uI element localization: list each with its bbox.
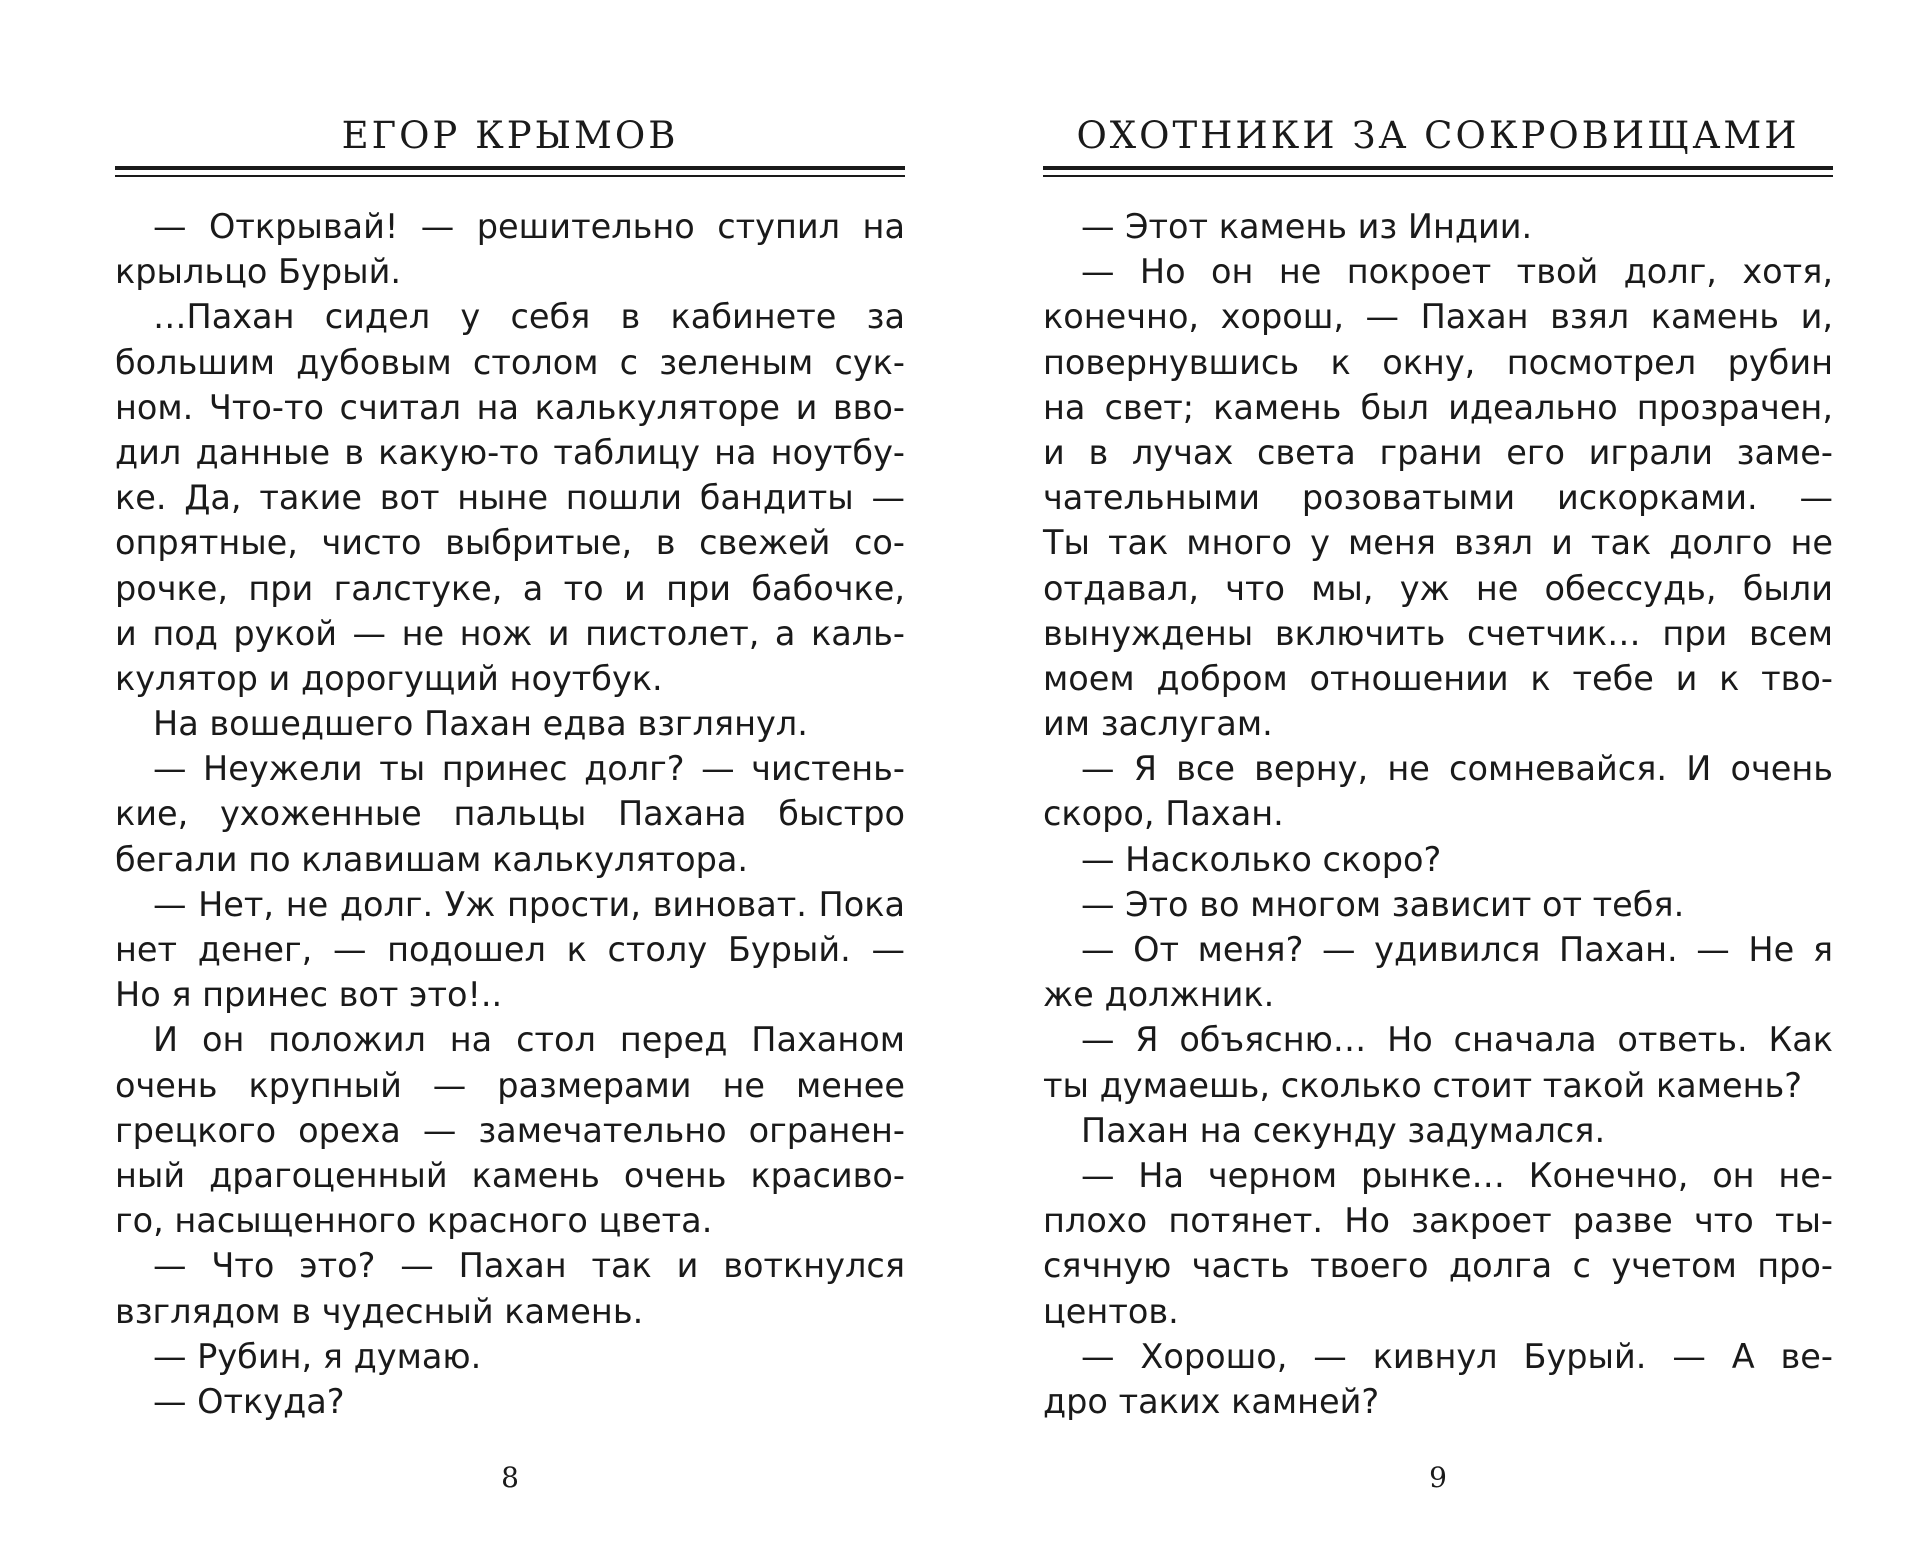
text-line: на свет; камень был идеально прозрачен, [1043, 387, 1833, 427]
text-line: центов. [1043, 1291, 1179, 1331]
header-rule-thick [115, 166, 905, 170]
text-line: рочке, при галстуке, а то и при бабочке, [115, 568, 905, 608]
header-rule-thin [115, 175, 905, 177]
text-line: очень крупный — размерами не менее [115, 1065, 905, 1105]
text-line: Ты так много у меня взял и так долго не [1043, 523, 1833, 563]
text-line: грецкого ореха — замечательно огранен- [115, 1110, 905, 1150]
text-line: бегали по клавишам калькулятора. [115, 839, 749, 879]
text-line: крыльцо Бурый. [115, 252, 401, 292]
text-line: — Я все верну, не сомневайся. И очень [1081, 749, 1833, 789]
text-line: кулятор и дорогущий ноутбук. [115, 658, 663, 698]
body-text [115, 204, 905, 1424]
text-line: кие, ухоженные пальцы Пахана быстро [115, 794, 905, 834]
left-page [115, 0, 905, 1564]
text-line: — Нет, не долг. Уж прости, виноват. Пока [153, 884, 905, 924]
header-double-rule [115, 166, 905, 178]
text-line: — Хорошо, — кивнул Бурый. — А ве- [1081, 1336, 1833, 1376]
running-head-title: ОХОТНИКИ ЗА СОКРОВИЩАМИ [1076, 114, 1800, 157]
text-line: отдавал, что мы, уж не обессудь, были [1043, 568, 1833, 608]
text-line: — Откуда? [153, 1381, 345, 1421]
text-line: — Рубин, я думаю. [153, 1336, 482, 1376]
text-line: — Открывай! — решительно ступил на [153, 207, 905, 246]
text-line: скоро, Пахан. [1043, 794, 1284, 834]
text-line: повернувшись к окну, посмотрел рубин [1043, 342, 1833, 382]
text-line: — От меня? — удивился Пахан. — Не я [1081, 930, 1833, 969]
text-line: …Пахан сидел у себя в кабинете за [153, 297, 905, 337]
header-double-rule [1043, 166, 1833, 178]
text-line: взглядом в чудесный камень. [115, 1291, 644, 1331]
text-line: — На черном рынке… Конечно, он не- [1081, 1155, 1833, 1195]
running-head-author: ЕГОР КРЫМОВ [341, 114, 679, 157]
text-line: ты думаешь, сколько стоит такой камень? [1043, 1065, 1803, 1105]
text-line: И он положил на стол перед Паханом [153, 1020, 905, 1060]
text-line: и под рукой — не нож и пистолет, а каль- [115, 613, 905, 653]
text-line: — Я объясню… Но сначала ответь. Как [1081, 1020, 1833, 1060]
text-line: На вошедшего Пахан едва взглянул. [153, 704, 808, 744]
text-line: дро таких камней? [1043, 1381, 1380, 1421]
text-line: — Неужели ты принес долг? — чистень- [153, 749, 905, 789]
text-line: же должник. [1043, 975, 1275, 1015]
text-line: им заслугам. [1043, 704, 1273, 744]
text-line: — Но он не покроет твой долг, хотя, [1081, 252, 1833, 292]
text-line: плохо потянет. Но закроет разве что ты- [1043, 1201, 1833, 1241]
text-line: опрятные, чисто выбритые, в свежей со- [115, 523, 905, 563]
text-line: чательными розоватыми искорками. — [1043, 478, 1833, 518]
header-rule-thick [1043, 166, 1833, 170]
text-line: и в лучах света грани его играли заме- [1043, 432, 1833, 472]
text-line: Пахан на секунду задумался. [1081, 1110, 1606, 1150]
text-line: вынуждены включить счетчик… при всем [1043, 613, 1833, 653]
body-text [1043, 204, 1833, 1424]
text-line: Но я принес вот это!.. [115, 975, 503, 1015]
text-line: — Это во многом зависит от тебя. [1081, 884, 1685, 924]
text-line: — Насколько скоро? [1081, 839, 1442, 879]
text-line: сячную часть твоего долга с учетом про- [1043, 1246, 1833, 1286]
text-line: моем добром отношении к тебе и к тво- [1043, 658, 1833, 698]
right-page [1043, 0, 1833, 1564]
text-line: — Что это? — Пахан так и воткнулся [153, 1246, 905, 1286]
text-line: конечно, хорош, — Пахан взял камень и, [1043, 297, 1833, 337]
text-line: ке. Да, такие вот ныне пошли бандиты — [115, 478, 905, 518]
text-line: ном. Что-то считал на калькуляторе и вво- [115, 387, 905, 427]
text-line: дил данные в какую-то таблицу на ноутбу- [115, 432, 905, 472]
text-line: большим дубовым столом с зеленым сук- [115, 342, 905, 382]
header-rule-thin [1043, 175, 1833, 177]
text-line: ный драгоценный камень очень красиво- [115, 1155, 905, 1195]
text-line: — Этот камень из Индии. [1081, 207, 1533, 246]
page-number: 9 [1429, 1461, 1447, 1494]
page-number: 8 [501, 1461, 519, 1494]
text-line: нет денег, — подошел к столу Бурый. — [115, 930, 905, 969]
text-line: го, насыщенного красного цвета. [115, 1201, 713, 1241]
